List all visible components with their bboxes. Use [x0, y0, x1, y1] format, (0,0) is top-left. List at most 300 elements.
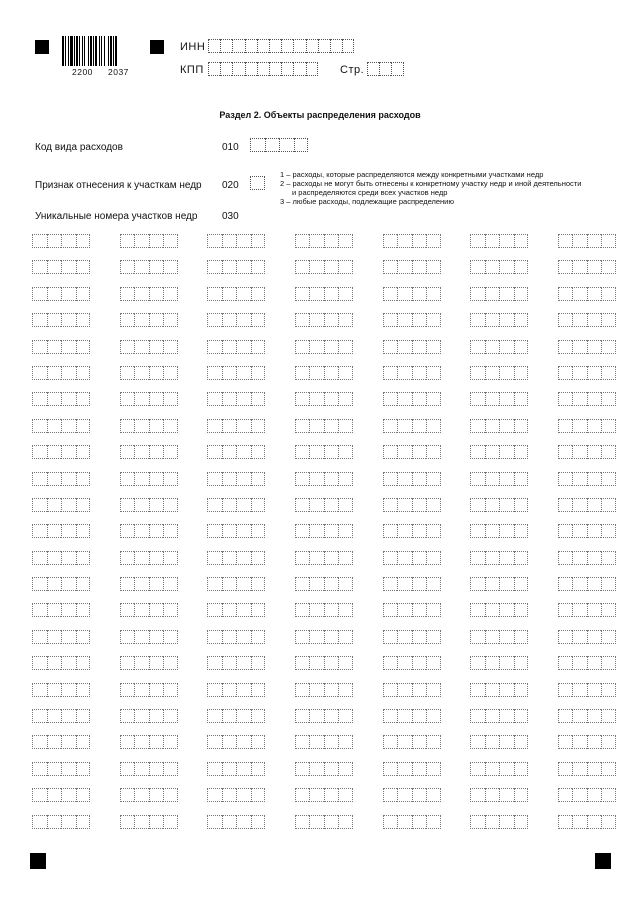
unique-number-field[interactable] — [383, 313, 441, 327]
input-cell[interactable] — [76, 472, 91, 486]
input-cell[interactable] — [309, 340, 324, 354]
input-cell[interactable] — [324, 788, 339, 802]
input-cell[interactable] — [514, 498, 529, 512]
unique-number-field[interactable] — [207, 630, 265, 644]
input-cell[interactable] — [485, 815, 500, 829]
input-cell[interactable] — [309, 709, 324, 723]
input-cell[interactable] — [236, 287, 251, 301]
input-cell[interactable] — [222, 815, 237, 829]
input-cell[interactable] — [383, 709, 398, 723]
unique-number-field[interactable] — [295, 498, 353, 512]
unique-number-field[interactable] — [558, 498, 616, 512]
unique-number-field[interactable] — [207, 445, 265, 459]
input-cell[interactable] — [324, 445, 339, 459]
input-cell[interactable] — [485, 524, 500, 538]
input-cell[interactable] — [412, 630, 427, 644]
input-cell[interactable] — [426, 419, 441, 433]
input-cell[interactable] — [251, 366, 266, 380]
input-cell[interactable] — [149, 656, 164, 670]
input-cell[interactable] — [426, 709, 441, 723]
kpp-field[interactable] — [208, 62, 318, 76]
input-cell[interactable] — [163, 524, 178, 538]
input-cell[interactable] — [61, 419, 76, 433]
input-cell[interactable] — [309, 735, 324, 749]
input-cell[interactable] — [251, 815, 266, 829]
unique-number-field[interactable] — [120, 709, 178, 723]
input-cell[interactable] — [426, 445, 441, 459]
unique-number-field[interactable] — [558, 762, 616, 776]
input-cell[interactable] — [601, 551, 616, 565]
input-cell[interactable] — [587, 260, 602, 274]
unique-number-field[interactable] — [295, 313, 353, 327]
input-cell[interactable] — [499, 762, 514, 776]
input-cell[interactable] — [295, 287, 310, 301]
input-cell[interactable] — [236, 260, 251, 274]
input-cell[interactable] — [236, 472, 251, 486]
input-cell[interactable] — [134, 445, 149, 459]
input-cell[interactable] — [149, 234, 164, 248]
input-cell[interactable] — [61, 498, 76, 512]
input-cell[interactable] — [338, 709, 353, 723]
unique-number-field[interactable] — [295, 630, 353, 644]
input-cell[interactable] — [309, 815, 324, 829]
input-cell[interactable] — [309, 683, 324, 697]
input-cell[interactable] — [499, 524, 514, 538]
input-cell[interactable] — [601, 445, 616, 459]
input-cell[interactable] — [587, 630, 602, 644]
input-cell[interactable] — [295, 683, 310, 697]
input-cell[interactable] — [250, 138, 265, 152]
input-cell[interactable] — [397, 419, 412, 433]
input-cell[interactable] — [222, 630, 237, 644]
unique-number-field[interactable] — [295, 709, 353, 723]
input-cell[interactable] — [572, 524, 587, 538]
unique-number-field[interactable] — [383, 815, 441, 829]
input-cell[interactable] — [383, 735, 398, 749]
input-cell[interactable] — [397, 656, 412, 670]
input-cell[interactable] — [149, 340, 164, 354]
unique-number-field[interactable] — [207, 656, 265, 670]
unique-number-field[interactable] — [32, 762, 90, 776]
input-cell[interactable] — [47, 788, 62, 802]
input-cell[interactable] — [601, 656, 616, 670]
input-cell[interactable] — [134, 472, 149, 486]
input-cell[interactable] — [499, 419, 514, 433]
input-cell[interactable] — [412, 366, 427, 380]
input-cell[interactable] — [120, 656, 135, 670]
input-cell[interactable] — [294, 138, 309, 152]
input-cell[interactable] — [587, 366, 602, 380]
input-cell[interactable] — [499, 260, 514, 274]
input-cell[interactable] — [163, 656, 178, 670]
input-cell[interactable] — [412, 260, 427, 274]
input-cell[interactable] — [426, 524, 441, 538]
unique-number-field[interactable] — [558, 735, 616, 749]
input-cell[interactable] — [236, 392, 251, 406]
unique-number-field[interactable] — [207, 419, 265, 433]
input-cell[interactable] — [32, 524, 47, 538]
input-cell[interactable] — [76, 577, 91, 591]
input-cell[interactable] — [32, 788, 47, 802]
input-cell[interactable] — [163, 630, 178, 644]
input-cell[interactable] — [61, 366, 76, 380]
input-cell[interactable] — [379, 62, 391, 76]
input-cell[interactable] — [324, 366, 339, 380]
input-cell[interactable] — [134, 260, 149, 274]
unique-number-field[interactable] — [558, 313, 616, 327]
input-cell[interactable] — [163, 472, 178, 486]
input-cell[interactable] — [222, 498, 237, 512]
input-cell[interactable] — [324, 577, 339, 591]
input-cell[interactable] — [397, 392, 412, 406]
input-cell[interactable] — [601, 709, 616, 723]
unique-number-field[interactable] — [470, 392, 528, 406]
input-cell[interactable] — [163, 735, 178, 749]
unique-number-field[interactable] — [470, 683, 528, 697]
unique-number-field[interactable] — [120, 762, 178, 776]
input-cell[interactable] — [149, 577, 164, 591]
unique-number-field[interactable] — [383, 340, 441, 354]
input-cell[interactable] — [383, 498, 398, 512]
input-cell[interactable] — [208, 39, 220, 53]
input-cell[interactable] — [149, 762, 164, 776]
input-cell[interactable] — [76, 287, 91, 301]
input-cell[interactable] — [514, 234, 529, 248]
input-cell[interactable] — [309, 313, 324, 327]
input-cell[interactable] — [32, 551, 47, 565]
input-cell[interactable] — [134, 392, 149, 406]
input-cell[interactable] — [47, 709, 62, 723]
unique-number-field[interactable] — [32, 392, 90, 406]
input-cell[interactable] — [397, 340, 412, 354]
unique-number-field[interactable] — [470, 260, 528, 274]
input-cell[interactable] — [397, 603, 412, 617]
unique-number-field[interactable] — [295, 762, 353, 776]
input-cell[interactable] — [32, 313, 47, 327]
unique-number-field[interactable] — [207, 366, 265, 380]
input-cell[interactable] — [61, 340, 76, 354]
page-number-field[interactable] — [367, 62, 404, 76]
unique-number-field[interactable] — [470, 709, 528, 723]
input-cell[interactable] — [426, 762, 441, 776]
unique-number-field[interactable] — [207, 709, 265, 723]
unique-number-field[interactable] — [383, 366, 441, 380]
input-cell[interactable] — [61, 234, 76, 248]
input-cell[interactable] — [383, 419, 398, 433]
input-cell[interactable] — [383, 551, 398, 565]
input-cell[interactable] — [572, 234, 587, 248]
input-cell[interactable] — [485, 313, 500, 327]
input-cell[interactable] — [470, 524, 485, 538]
input-cell[interactable] — [76, 709, 91, 723]
input-cell[interactable] — [207, 313, 222, 327]
input-cell[interactable] — [587, 445, 602, 459]
unique-number-field[interactable] — [383, 788, 441, 802]
input-cell[interactable] — [295, 472, 310, 486]
input-cell[interactable] — [120, 815, 135, 829]
input-cell[interactable] — [412, 392, 427, 406]
input-cell[interactable] — [295, 498, 310, 512]
input-cell[interactable] — [514, 788, 529, 802]
input-cell[interactable] — [485, 788, 500, 802]
input-cell[interactable] — [324, 735, 339, 749]
input-cell[interactable] — [324, 683, 339, 697]
input-cell[interactable] — [601, 815, 616, 829]
input-cell[interactable] — [499, 472, 514, 486]
input-cell[interactable] — [485, 762, 500, 776]
input-cell[interactable] — [208, 62, 220, 76]
input-cell[interactable] — [412, 603, 427, 617]
input-cell[interactable] — [499, 498, 514, 512]
unique-number-field[interactable] — [295, 445, 353, 459]
input-cell[interactable] — [251, 762, 266, 776]
input-cell[interactable] — [295, 788, 310, 802]
input-cell[interactable] — [397, 709, 412, 723]
input-cell[interactable] — [149, 815, 164, 829]
input-cell[interactable] — [295, 234, 310, 248]
input-cell[interactable] — [76, 762, 91, 776]
input-cell[interactable] — [236, 603, 251, 617]
input-cell[interactable] — [149, 392, 164, 406]
unique-number-field[interactable] — [470, 762, 528, 776]
input-cell[interactable] — [470, 788, 485, 802]
input-cell[interactable] — [32, 392, 47, 406]
input-cell[interactable] — [76, 392, 91, 406]
input-cell[interactable] — [514, 815, 529, 829]
input-cell[interactable] — [207, 630, 222, 644]
unique-number-field[interactable] — [383, 762, 441, 776]
unique-number-field[interactable] — [295, 577, 353, 591]
input-cell[interactable] — [149, 472, 164, 486]
input-cell[interactable] — [558, 234, 573, 248]
input-cell[interactable] — [120, 419, 135, 433]
input-cell[interactable] — [470, 445, 485, 459]
unique-number-field[interactable] — [558, 234, 616, 248]
input-cell[interactable] — [76, 603, 91, 617]
unique-number-field[interactable] — [207, 551, 265, 565]
input-cell[interactable] — [163, 392, 178, 406]
input-cell[interactable] — [61, 656, 76, 670]
input-cell[interactable] — [412, 340, 427, 354]
unique-number-field[interactable] — [120, 260, 178, 274]
input-cell[interactable] — [397, 735, 412, 749]
unique-number-field[interactable] — [295, 366, 353, 380]
input-cell[interactable] — [514, 709, 529, 723]
input-cell[interactable] — [397, 683, 412, 697]
input-cell[interactable] — [470, 683, 485, 697]
input-cell[interactable] — [514, 524, 529, 538]
input-cell[interactable] — [412, 656, 427, 670]
input-cell[interactable] — [514, 762, 529, 776]
input-cell[interactable] — [412, 815, 427, 829]
input-cell[interactable] — [120, 366, 135, 380]
input-cell[interactable] — [76, 234, 91, 248]
input-cell[interactable] — [207, 656, 222, 670]
input-cell[interactable] — [32, 762, 47, 776]
input-cell[interactable] — [383, 287, 398, 301]
input-cell[interactable] — [572, 472, 587, 486]
input-cell[interactable] — [61, 472, 76, 486]
unique-number-field[interactable] — [295, 260, 353, 274]
unique-number-field[interactable] — [207, 603, 265, 617]
input-cell[interactable] — [587, 603, 602, 617]
input-cell[interactable] — [47, 260, 62, 274]
input-cell[interactable] — [76, 551, 91, 565]
input-cell[interactable] — [61, 788, 76, 802]
input-cell[interactable] — [587, 287, 602, 301]
input-cell[interactable] — [383, 683, 398, 697]
input-cell[interactable] — [47, 445, 62, 459]
input-cell[interactable] — [485, 577, 500, 591]
input-cell[interactable] — [236, 709, 251, 723]
input-cell[interactable] — [61, 735, 76, 749]
input-cell[interactable] — [324, 656, 339, 670]
unique-number-field[interactable] — [32, 788, 90, 802]
input-cell[interactable] — [499, 683, 514, 697]
input-cell[interactable] — [163, 445, 178, 459]
input-cell[interactable] — [558, 815, 573, 829]
input-cell[interactable] — [412, 472, 427, 486]
input-cell[interactable] — [383, 656, 398, 670]
input-cell[interactable] — [514, 419, 529, 433]
input-cell[interactable] — [163, 603, 178, 617]
input-cell[interactable] — [149, 498, 164, 512]
input-cell[interactable] — [572, 287, 587, 301]
input-cell[interactable] — [32, 603, 47, 617]
input-cell[interactable] — [572, 709, 587, 723]
input-cell[interactable] — [499, 788, 514, 802]
input-cell[interactable] — [397, 577, 412, 591]
unique-number-field[interactable] — [295, 340, 353, 354]
input-cell[interactable] — [572, 815, 587, 829]
input-cell[interactable] — [572, 392, 587, 406]
input-cell[interactable] — [61, 524, 76, 538]
input-cell[interactable] — [330, 39, 342, 53]
input-cell[interactable] — [514, 366, 529, 380]
input-cell[interactable] — [367, 62, 379, 76]
unique-number-field[interactable] — [558, 287, 616, 301]
input-cell[interactable] — [76, 445, 91, 459]
input-cell[interactable] — [426, 472, 441, 486]
input-cell[interactable] — [601, 577, 616, 591]
input-cell[interactable] — [338, 498, 353, 512]
input-cell[interactable] — [587, 656, 602, 670]
input-cell[interactable] — [251, 524, 266, 538]
input-cell[interactable] — [470, 498, 485, 512]
unique-number-field[interactable] — [470, 340, 528, 354]
input-cell[interactable] — [222, 419, 237, 433]
input-cell[interactable] — [281, 62, 293, 76]
input-cell[interactable] — [587, 392, 602, 406]
input-cell[interactable] — [572, 366, 587, 380]
input-cell[interactable] — [207, 762, 222, 776]
input-cell[interactable] — [426, 630, 441, 644]
unique-number-field[interactable] — [383, 419, 441, 433]
inn-field[interactable] — [208, 39, 354, 53]
input-cell[interactable] — [251, 630, 266, 644]
input-cell[interactable] — [257, 62, 269, 76]
input-cell[interactable] — [251, 683, 266, 697]
input-cell[interactable] — [120, 340, 135, 354]
unique-number-field[interactable] — [558, 445, 616, 459]
input-cell[interactable] — [207, 287, 222, 301]
input-cell[interactable] — [120, 762, 135, 776]
input-cell[interactable] — [149, 287, 164, 301]
unique-number-field[interactable] — [207, 788, 265, 802]
input-cell[interactable] — [32, 815, 47, 829]
input-cell[interactable] — [601, 419, 616, 433]
input-cell[interactable] — [134, 287, 149, 301]
input-cell[interactable] — [207, 683, 222, 697]
input-cell[interactable] — [120, 577, 135, 591]
unique-number-field[interactable] — [295, 603, 353, 617]
unique-number-field[interactable] — [32, 577, 90, 591]
input-cell[interactable] — [149, 445, 164, 459]
input-cell[interactable] — [149, 709, 164, 723]
input-cell[interactable] — [397, 815, 412, 829]
input-cell[interactable] — [76, 630, 91, 644]
input-cell[interactable] — [324, 498, 339, 512]
input-cell[interactable] — [245, 39, 257, 53]
unique-number-field[interactable] — [383, 445, 441, 459]
input-cell[interactable] — [47, 630, 62, 644]
input-cell[interactable] — [306, 62, 318, 76]
input-cell[interactable] — [251, 709, 266, 723]
input-cell[interactable] — [338, 735, 353, 749]
input-cell[interactable] — [383, 788, 398, 802]
input-cell[interactable] — [32, 683, 47, 697]
input-cell[interactable] — [207, 234, 222, 248]
input-cell[interactable] — [47, 392, 62, 406]
input-cell[interactable] — [601, 762, 616, 776]
input-cell[interactable] — [251, 313, 266, 327]
unique-number-field[interactable] — [120, 683, 178, 697]
unique-number-field[interactable] — [207, 472, 265, 486]
unique-number-field[interactable] — [120, 577, 178, 591]
input-cell[interactable] — [470, 340, 485, 354]
input-cell[interactable] — [558, 524, 573, 538]
input-cell[interactable] — [470, 762, 485, 776]
input-cell[interactable] — [601, 392, 616, 406]
unique-number-field[interactable] — [120, 340, 178, 354]
input-cell[interactable] — [207, 709, 222, 723]
input-cell[interactable] — [149, 313, 164, 327]
unique-number-field[interactable] — [120, 366, 178, 380]
input-cell[interactable] — [514, 340, 529, 354]
input-cell[interactable] — [499, 815, 514, 829]
input-cell[interactable] — [558, 260, 573, 274]
input-cell[interactable] — [587, 340, 602, 354]
unique-number-field[interactable] — [558, 683, 616, 697]
input-cell[interactable] — [251, 234, 266, 248]
input-cell[interactable] — [558, 630, 573, 644]
input-cell[interactable] — [236, 630, 251, 644]
input-cell[interactable] — [338, 683, 353, 697]
input-cell[interactable] — [601, 603, 616, 617]
input-cell[interactable] — [207, 551, 222, 565]
input-cell[interactable] — [251, 498, 266, 512]
input-cell[interactable] — [47, 762, 62, 776]
input-cell[interactable] — [47, 498, 62, 512]
input-cell[interactable] — [587, 524, 602, 538]
unique-number-field[interactable] — [207, 577, 265, 591]
unique-number-field[interactable] — [207, 340, 265, 354]
input-cell[interactable] — [324, 524, 339, 538]
input-cell[interactable] — [470, 815, 485, 829]
input-cell[interactable] — [222, 683, 237, 697]
input-cell[interactable] — [572, 603, 587, 617]
input-cell[interactable] — [61, 815, 76, 829]
